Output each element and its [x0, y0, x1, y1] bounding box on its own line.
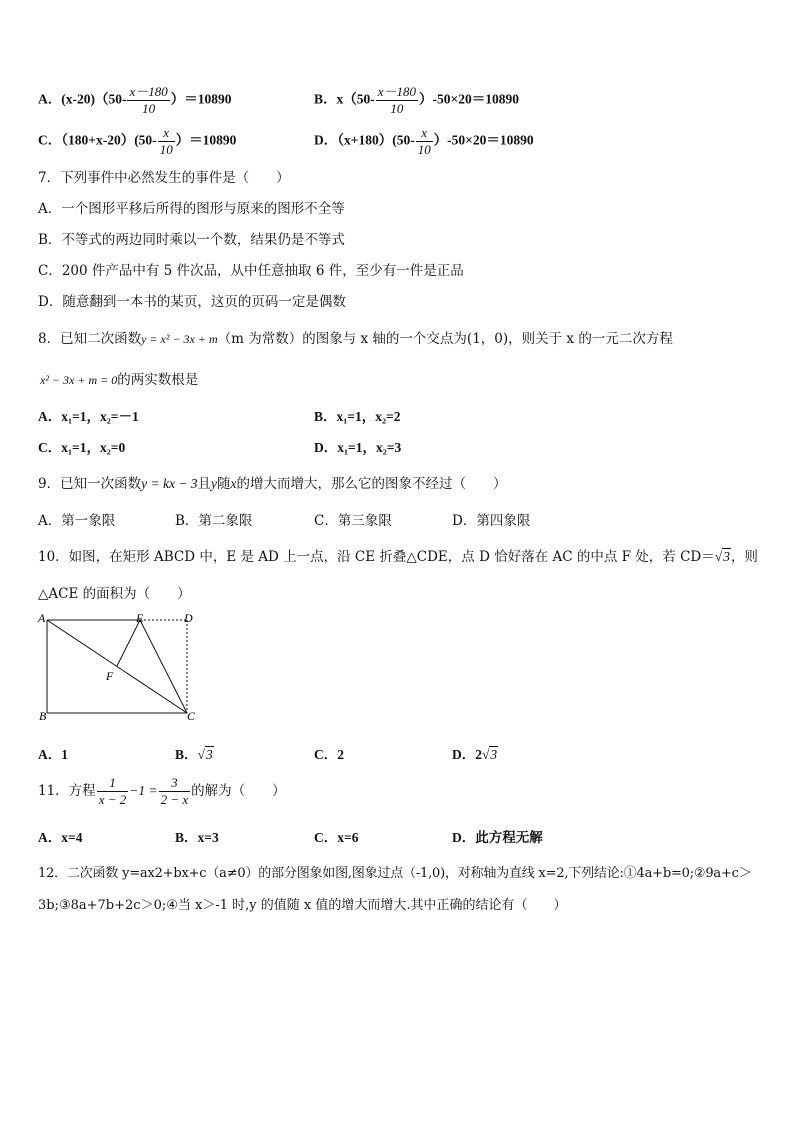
q10-option-c[interactable]: C．2: [314, 747, 344, 762]
q10-stem-end: ，则: [730, 549, 758, 565]
q9-mid: 且: [197, 476, 212, 492]
q11-option-c[interactable]: C．x=6: [314, 830, 359, 845]
q10-option-b-label: B．: [175, 747, 198, 762]
q9-stem-pre: 9．已知一次函数: [38, 476, 142, 492]
label-d: D: [184, 611, 193, 625]
q7-option-b[interactable]: B．不等式的两边同时乘以一个数，结果仍是不等式: [38, 232, 345, 248]
label-a: A: [38, 611, 46, 625]
q9-function: y = kx − 3: [141, 476, 198, 491]
q10-sqrt: √3: [714, 549, 730, 564]
q6-option-c-label: C．: [38, 132, 62, 148]
q12-stem-line2: 3b;③8a+7b+2c＞0;④当 x＞-1 时,y 的值随 x 值的增大而增大.其中正确的结论有（ ）: [38, 898, 567, 913]
segment-ef: [117, 620, 140, 666]
q11-stem-pre: 11．方程: [38, 783, 96, 799]
q12-stem-line1: 12．二次函数 y=ax2+bx+c（a≠0）的部分图象如图,图象过点（-1,0)，对称轴为直线 x=2,下列结论:①4a+b=0;②9a+c＞: [38, 866, 752, 881]
label-f: F: [106, 669, 114, 683]
q10-stem-text: 10．如图，在矩形 ABCD 中，E 是 AD 上一点，沿 CE 折叠△CDE，点 D 恰好落在 AC 的中点 F 处，若 CD＝: [38, 549, 715, 565]
q6-option-d-label: D．: [314, 132, 338, 148]
q11-option-b[interactable]: B．x=3: [175, 830, 219, 845]
q6-option-b-label: B．: [314, 91, 337, 107]
q11-fraction-2: $\frac{3}{2 - x}$: [160, 775, 189, 807]
q6-option-a-fraction: $\frac{x-180}{10}$: [129, 84, 168, 116]
q6-option-d-post: ）-50×20＝10890: [433, 132, 534, 148]
q7-option-c[interactable]: C．200 件产品中有 5 件次品，从中任意抽取 6 件，至少有一件是正品: [38, 263, 464, 279]
q10-option-a[interactable]: A．1: [38, 747, 68, 762]
q6-option-c-fraction: $\frac{x}{10}$: [159, 125, 173, 157]
label-e: E: [136, 611, 144, 625]
q10-stem-line2: △ACE 的面积为（ ）: [38, 586, 191, 602]
q8-function: y = x² − 3x + m: [141, 332, 218, 346]
fold-line-ce: [140, 620, 187, 713]
q6-option-a-post: ）＝10890: [170, 91, 232, 107]
q6-option-a-label: A．: [38, 91, 62, 107]
q6-option-d[interactable]: [314, 125, 534, 158]
q8-stem-pre: 8．已知二次函数: [38, 331, 142, 347]
label-b: B: [39, 709, 47, 723]
q11-minus-one: −1 =: [129, 783, 158, 798]
q10-option-d[interactable]: [452, 743, 498, 763]
q8-option-b[interactable]: B．x₁=1，x₂=2: [314, 409, 401, 424]
q11-fraction-1: $\frac{1}{x - 2}$: [98, 775, 127, 807]
q11-stem-post: 的解为（ ）: [191, 783, 286, 799]
q11-option-d[interactable]: D．此方程无解: [452, 830, 543, 845]
q8-option-d[interactable]: D．x₁=1，x₂=3: [314, 440, 402, 455]
q6-option-c-pre: （180+x-20）(50-: [61, 132, 157, 148]
q8-stem-line2: [40, 368, 198, 388]
q6-option-c-post: ）＝10890: [175, 132, 237, 148]
q7-option-a[interactable]: A．一个图形平移后所得的图形与原来的图形不全等: [38, 201, 345, 217]
q8-option-a[interactable]: A．x₁=1，x₂=－1: [38, 409, 139, 424]
q8-equation: x² − 3x + m = 0: [40, 373, 118, 387]
q8-stem: [38, 327, 673, 347]
q9-option-c[interactable]: C．第三象限: [314, 513, 392, 529]
q9-option-a[interactable]: A．第一象限: [38, 513, 116, 529]
diagonal-ac: [47, 620, 187, 713]
q8-stem2-post: 的两实数根是: [117, 372, 199, 388]
q9-option-d[interactable]: D．第四象限: [452, 513, 531, 529]
q8-option-c[interactable]: C．x₁=1，x₂=0: [38, 440, 126, 455]
q6-option-b[interactable]: [314, 84, 519, 117]
q9-stem: [38, 472, 507, 492]
q6-option-d-fraction: $\frac{x}{10}$: [417, 125, 431, 157]
q10-stem-line1: [38, 545, 758, 565]
q11-stem: [38, 775, 286, 808]
q6-option-b-fraction: $\frac{x-180}{10}$: [377, 84, 417, 116]
q11-option-a[interactable]: A．x=4: [38, 830, 83, 845]
q6-option-b-pre: x（50-: [336, 91, 375, 107]
q7-stem: 7．下列事件中必然发生的事件是（ ）: [38, 170, 290, 186]
q10-option-b[interactable]: [175, 743, 214, 763]
q6-option-d-pre: （x+180）(50-: [337, 132, 415, 148]
q9-var-y: y: [211, 476, 218, 491]
q9-option-b[interactable]: B．第二象限: [175, 513, 253, 529]
q8-stem-post: （m 为常数）的图象与 x 轴的一个交点为(1，0)，则关于 x 的一元二次方程: [217, 331, 673, 347]
q6-option-b-post: ）-50×20＝10890: [419, 91, 519, 107]
q10-figure: [34, 610, 204, 726]
q9-mid2: 随: [217, 476, 231, 492]
q10-option-d-sqrt: √3: [482, 747, 498, 762]
q9-stem-post: 的增大而增大，那么它的图象不经过（ ）: [236, 476, 507, 492]
q10-option-d-label: D．2: [452, 747, 482, 762]
q10-option-b-sqrt: √3: [197, 747, 213, 762]
q9-var-x: x: [230, 476, 237, 491]
label-c: C: [187, 709, 196, 723]
q6-option-c[interactable]: [38, 125, 236, 158]
q6-option-a[interactable]: [38, 84, 232, 117]
q7-option-d[interactable]: D．随意翻到一本书的某页，这页的页码一定是偶数: [38, 294, 346, 310]
q6-option-a-pre: (x-20)（50-: [61, 91, 127, 107]
